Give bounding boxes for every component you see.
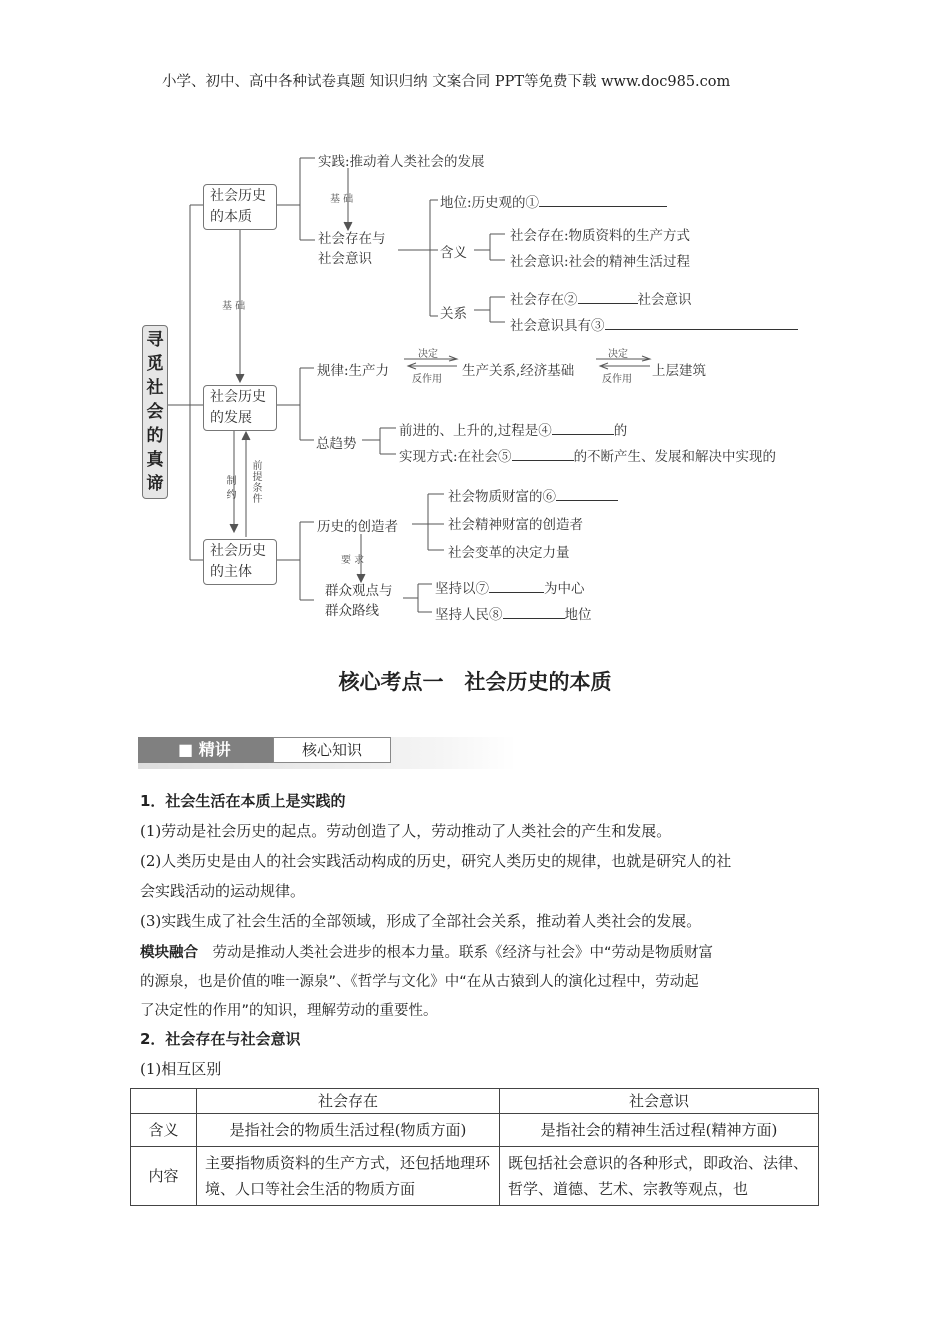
module-line-3: 了决定性的作用”的知识，理解劳动的重要性。	[140, 1003, 438, 1019]
superstructure: 上层建筑	[652, 363, 706, 379]
restrict-label: 制约	[224, 475, 235, 503]
law: 规律:生产力	[317, 363, 390, 379]
require-label: 要 求	[341, 555, 365, 566]
para-3: (3)实践生成了社会生活的全部领域，形成了全部社会关系，推动着人类社会的发展。	[140, 912, 702, 930]
heading-1: 1．社会生活在本质上是实践的	[140, 792, 346, 810]
para-4: (1)相互区别	[140, 1060, 222, 1078]
decide-label: 决定	[608, 349, 628, 360]
relations-base: 生产关系,经济基础	[462, 363, 575, 379]
trend-label: 总趋势	[316, 436, 357, 452]
creator: 历史的创造者	[317, 519, 398, 535]
relation-2: 社会意识具有③	[510, 314, 798, 334]
meaning-label: 含义	[440, 245, 467, 261]
header-existence: 社会存在	[197, 1089, 500, 1114]
relation-1: 社会存在② 社会意识	[510, 292, 692, 308]
node-development: 社会历史的发展	[203, 385, 277, 431]
status: 地位:历史观的①	[440, 191, 667, 211]
creator-2: 社会精神财富的创造者	[448, 517, 583, 533]
node-essence: 社会历史的本质	[203, 184, 277, 230]
react-label: 反作用	[412, 374, 442, 385]
heading-2: 2．社会存在与社会意识	[140, 1030, 301, 1048]
module-line-1: 模块融合 劳动是推动人类社会进步的根本力量。联系《经济与社会》中“劳动是物质财富	[140, 945, 714, 961]
react-label: 反作用	[602, 374, 632, 385]
existence-consciousness: 社会存在与社会意识	[318, 231, 386, 267]
module-line-2: 的源泉，也是价值的唯一源泉”、《哲学与文化》中“在从古猿到人的演化过程中，劳动起	[140, 974, 699, 990]
meaning-1: 社会存在:物质资料的生产方式	[510, 228, 691, 244]
table-row: 含义 是指社会的物质生活过程(物质方面) 是指社会的精神生活过程(精神方面)	[131, 1114, 819, 1147]
comparison-table	[130, 1088, 819, 1206]
premise-label: 前提条件	[250, 460, 261, 504]
keep-2: 坚持人民⑧ 地位	[435, 607, 592, 623]
banner-right: 核心知识	[273, 737, 391, 763]
para-2a: (2)人类历史是由人的社会实践活动构成的历史，研究人类历史的规律，也就是研究人的社	[140, 852, 732, 870]
table-header-row	[131, 1089, 819, 1114]
practice: 实践:推动着人类社会的发展	[318, 154, 485, 170]
table-row: 内容 主要指物质资料的生产方式，还包括地理环境、人口等社会生活的物质方面 既包括社会意识的各种形式，即政治、法律、哲学、道德、艺术、宗教等观点，也	[131, 1147, 819, 1206]
para-1: (1)劳动是社会历史的起点。劳动创造了人，劳动推动了人类社会的产生和发展。	[140, 822, 672, 840]
para-2b: 会实践活动的运动规律。	[140, 882, 306, 900]
creator-3: 社会变革的决定力量	[448, 545, 570, 561]
decide-label: 决定	[418, 349, 438, 360]
header-consciousness: 社会意识	[500, 1089, 819, 1114]
banner	[138, 737, 516, 769]
meaning-2: 社会意识:社会的精神生活过程	[510, 254, 691, 270]
basis-label: 基 础	[330, 194, 354, 205]
section-title: 核心考点一 社会历史的本质	[338, 670, 612, 694]
trend-1: 前进的、上升的,过程是④ 的	[399, 423, 628, 439]
keep-1: 坚持以⑦ 为中心	[435, 581, 585, 597]
basis-label-2: 基 础	[222, 301, 246, 312]
node-subject: 社会历史的主体	[203, 539, 277, 585]
page-header: 小学、初中、高中各种试卷真题 知识归纳 文案合同 PPT等免费下载 www.doc985.com	[162, 74, 731, 90]
relation-label: 关系	[440, 306, 467, 322]
creator-1: 社会物质财富的⑥	[448, 485, 618, 505]
mass-line: 群众观点与群众路线	[325, 583, 393, 619]
trend-2: 实现方式:在社会⑤ 的不断产生、发展和解决中实现的	[399, 449, 777, 465]
mindmap-title: 寻觅社会的真谛	[142, 325, 168, 499]
banner-left: ■ 精讲	[138, 737, 273, 763]
